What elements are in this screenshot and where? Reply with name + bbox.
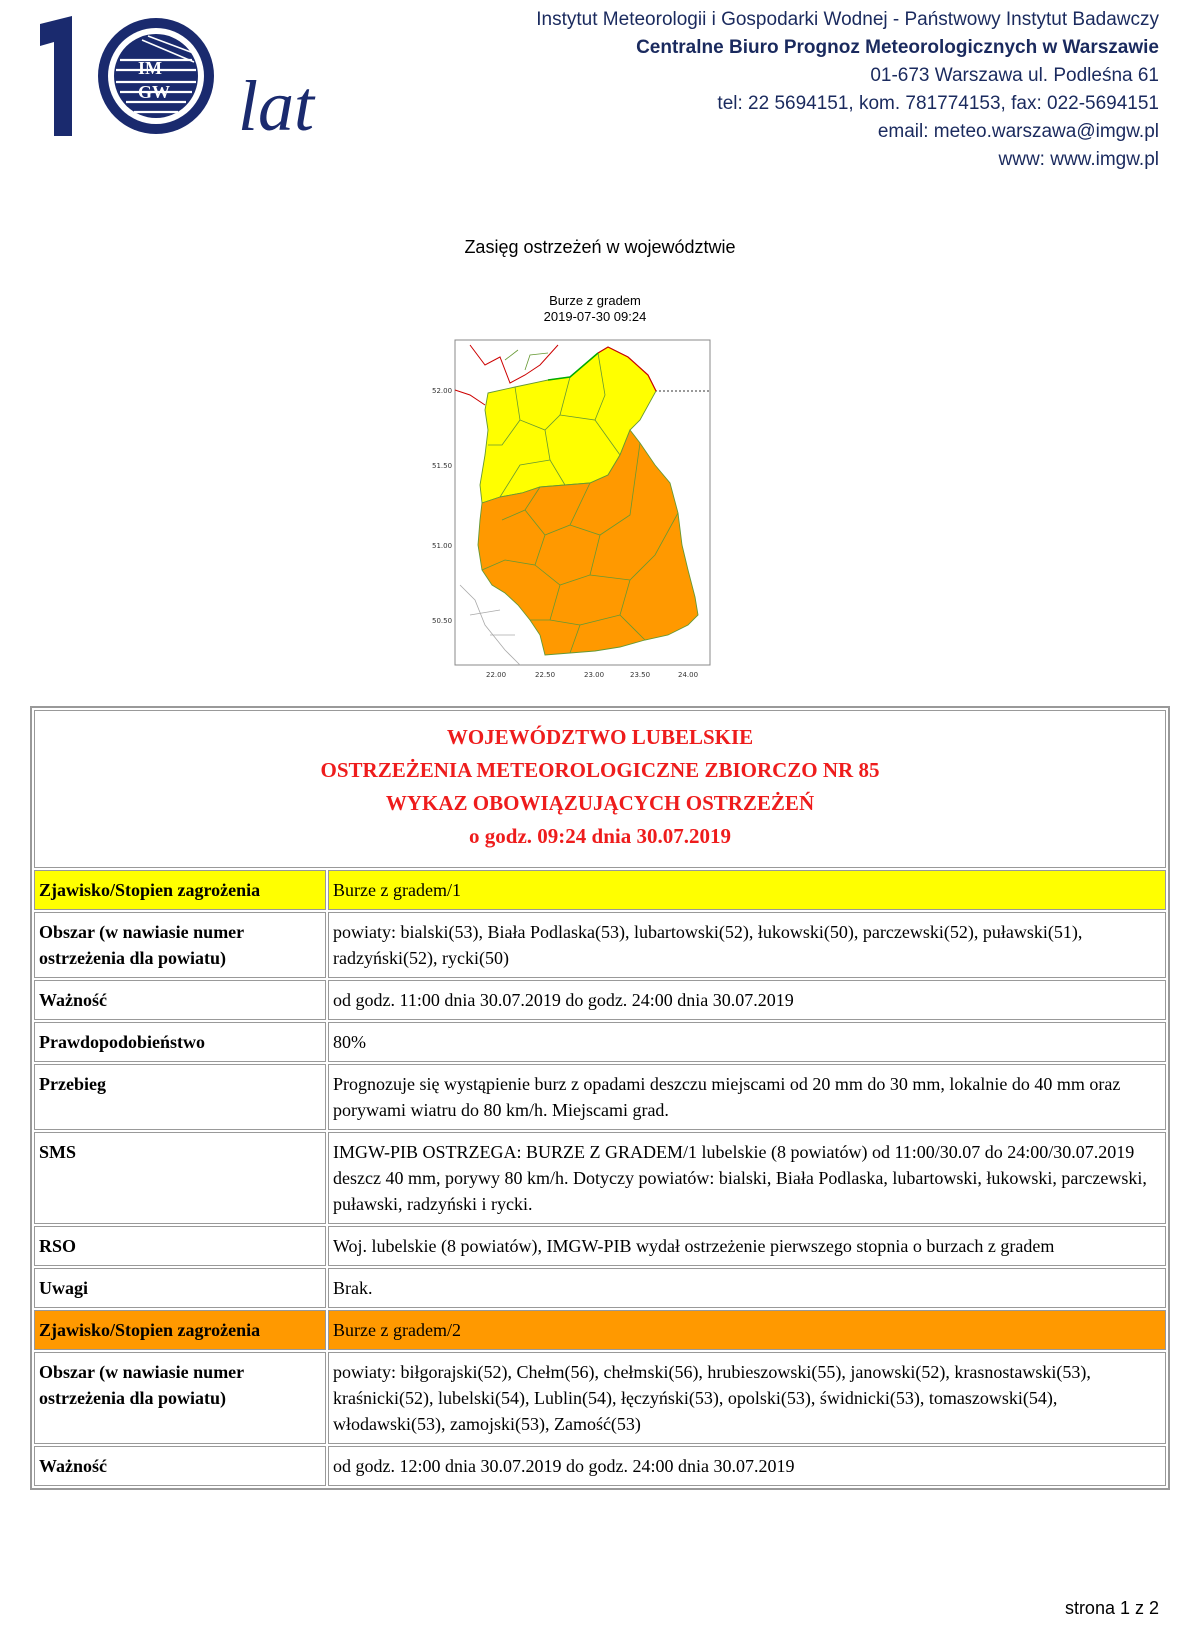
table-title-line: OSTRZEŻENIA METEOROLOGICZNE ZBIORCZO NR 85 [320, 758, 880, 782]
row-value: 80% [328, 1022, 1166, 1062]
map-phenomenon: Burze z gradem [549, 293, 641, 308]
table-row [34, 1226, 1166, 1266]
row-value: powiaty: bialski(53), Biała Podlaska(53), lubartowski(52), łukowski(50), parczewski(52), puławski(51), radzyński(52), rycki(50) [328, 912, 1166, 978]
row-value: Burze z gradem/1 [328, 870, 1166, 910]
table-title-line: WYKAZ OBOWIĄZUJĄCYCH OSTRZEŻEŃ [385, 791, 815, 815]
table-title-row [34, 710, 1166, 868]
row-label: RSO [34, 1226, 326, 1266]
y-tick-label: 51.00 [432, 542, 453, 550]
row-value: od godz. 11:00 dnia 30.07.2019 do godz. 24:00 dnia 30.07.2019 [328, 980, 1166, 1020]
website: www: www.imgw.pl [998, 149, 1159, 170]
row-label: Zjawisko/Stopien zagrożenia [34, 870, 326, 910]
page-number: strona 1 z 2 [1064, 1598, 1159, 1618]
row-label: Przebieg [34, 1064, 326, 1130]
email: email: meteo.warszawa@imgw.pl [877, 121, 1159, 142]
warnings-table [30, 706, 1170, 1490]
x-tick-label: 24.00 [678, 671, 699, 679]
map-heading: Zasięg ostrzeżeń w województwie [464, 237, 736, 257]
x-tick-label: 22.50 [535, 671, 556, 679]
imgw-100-lat-logo [38, 14, 338, 144]
logo-digit-one [40, 16, 72, 136]
table-row [34, 870, 1166, 910]
table-row [34, 1064, 1166, 1130]
map-title [470, 293, 720, 325]
table-title-line: o godz. 09:24 dnia 30.07.2019 [469, 824, 731, 848]
table-row [34, 1268, 1166, 1308]
table-title [34, 710, 1166, 868]
row-label: SMS [34, 1132, 326, 1224]
table-row [34, 1022, 1166, 1062]
y-tick-label: 52.00 [432, 387, 453, 395]
y-tick-label: 50.50 [432, 617, 453, 625]
row-label: Ważność [34, 1446, 326, 1486]
row-label: Prawdopodobieństwo [34, 1022, 326, 1062]
row-value: Prognozuje się wystąpienie burz z opadami deszczu miejscami od 20 mm do 30 mm, lokalnie do 40 mm oraz porywami wiatru do 80 km/h. Miejscami grad. [328, 1064, 1166, 1130]
logo-lat-text: lat [238, 66, 315, 144]
phone: tel: 22 5694151, kom. 781774153, fax: 022-5694151 [717, 93, 1159, 114]
table-row [34, 1310, 1166, 1350]
row-label: Ważność [34, 980, 326, 1020]
y-tick-label: 51.50 [432, 462, 453, 470]
map-timestamp: 2019-07-30 09:24 [543, 309, 647, 324]
row-value: od godz. 12:00 dnia 30.07.2019 do godz. 24:00 dnia 30.07.2019 [328, 1446, 1166, 1486]
table-row [34, 1446, 1166, 1486]
row-value: Burze z gradem/2 [328, 1310, 1166, 1350]
row-label: Zjawisko/Stopien zagrożenia [34, 1310, 326, 1350]
row-label: Obszar (w nawiasie numer ostrzeżenia dla powiatu) [34, 1352, 326, 1444]
row-value: IMGW-PIB OSTRZEGA: BURZE Z GRADEM/1 lubelskie (8 powiatów) od 11:00/30.07 do 24:00/30.07.2019 deszcz 40 mm, porywy 80 km/h. Dotyczy powiatów: bialski, Biała Podlaska, lubartowski, łukowski, parczewski, puławski, radzyński i rycki. [328, 1132, 1166, 1224]
row-label: Obszar (w nawiasie numer ostrzeżenia dla powiatu) [34, 912, 326, 978]
table-row [34, 1132, 1166, 1224]
table-title-line: WOJEWÓDZTWO LUBELSKIE [446, 725, 754, 749]
x-tick-label: 23.00 [584, 671, 605, 679]
x-tick-label: 23.50 [630, 671, 651, 679]
table-row [34, 912, 1166, 978]
warning-map [430, 335, 740, 700]
row-label: Uwagi [34, 1268, 326, 1308]
logo-badge-bottom: GW [138, 82, 171, 102]
x-tick-label: 22.00 [486, 671, 507, 679]
address: 01-673 Warszawa ul. Podleśna 61 [870, 65, 1159, 86]
row-value: Woj. lubelskie (8 powiatów), IMGW-PIB wydał ostrzeżenie pierwszego stopnia o burzach z gradem [328, 1226, 1166, 1266]
institution-header [536, 6, 1159, 174]
table-row [34, 980, 1166, 1020]
row-value: Brak. [328, 1268, 1166, 1308]
logo-badge-top: IM [138, 58, 162, 78]
institution-name: Instytut Meteorologii i Gospodarki Wodnej - Państwowy Instytut Badawczy [536, 9, 1159, 30]
row-value: powiaty: biłgorajski(52), Chełm(56), chełmski(56), hrubieszowski(55), janowski(52), krasnostawski(53), kraśnicki(52), lubelski(54), Lublin(54), łęczyński(53), opolski(53), świdnicki(53), tomaszowski(54), włodawski(53), zamojski(53), Zamość(53) [328, 1352, 1166, 1444]
office-name: Centralne Biuro Prognoz Meteorologicznych w Warszawie [636, 37, 1159, 58]
table-row [34, 1352, 1166, 1444]
